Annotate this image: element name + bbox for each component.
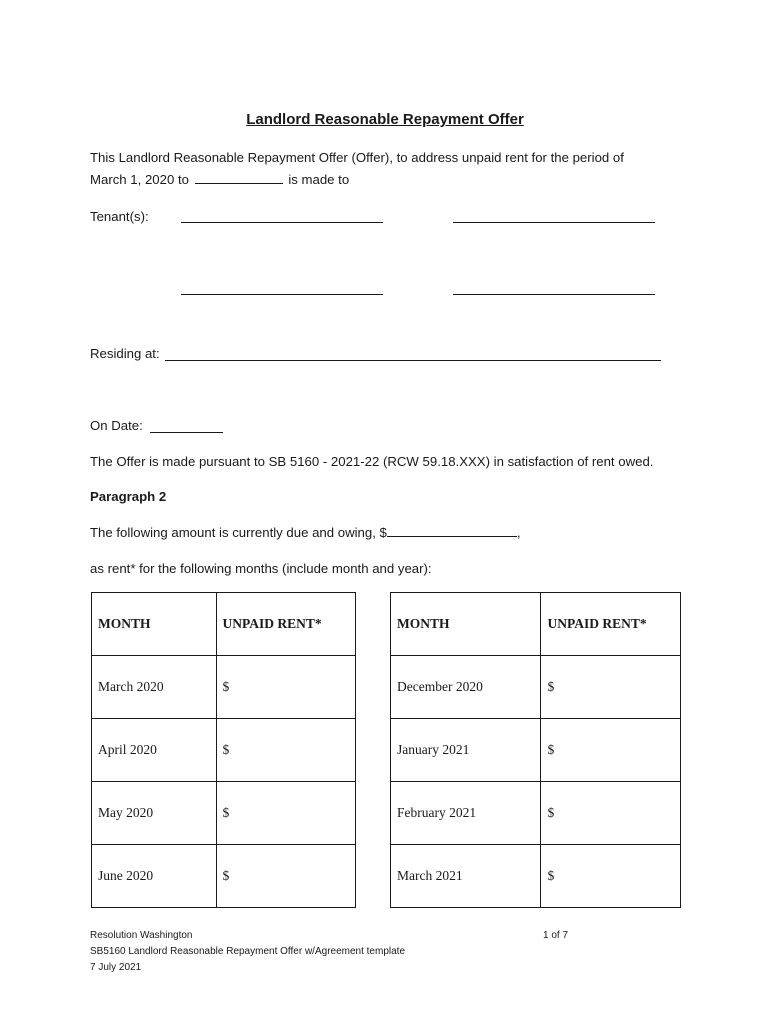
- table-header-row: [92, 593, 356, 656]
- table-header-unpaid-rent: UNPAID RENT*: [541, 593, 681, 656]
- footer-date: 7 July 2021: [90, 962, 142, 973]
- table-row: [92, 656, 356, 719]
- on-date-line[interactable]: [150, 432, 223, 433]
- tenant-2-line[interactable]: [453, 222, 655, 223]
- rent-cell[interactable]: $: [541, 782, 681, 845]
- tenant-1-line[interactable]: [181, 222, 383, 223]
- intro-line-2: [90, 172, 349, 187]
- table-row: [92, 782, 356, 845]
- table-header-month: MONTH: [391, 593, 541, 656]
- rent-cell[interactable]: $: [216, 656, 355, 719]
- month-cell: March 2021: [391, 845, 541, 908]
- rent-cell[interactable]: $: [216, 782, 355, 845]
- month-cell: April 2020: [92, 719, 217, 782]
- table-header-unpaid-rent: UNPAID RENT*: [216, 593, 355, 656]
- end-date-blank[interactable]: [195, 182, 283, 184]
- month-cell: May 2020: [92, 782, 217, 845]
- table-row: [391, 845, 681, 908]
- table-row: [92, 845, 356, 908]
- intro-line-1: This Landlord Reasonable Repayment Offer (Offer), to address unpaid rent for the period of: [90, 150, 624, 165]
- rent-table-right: [390, 592, 681, 908]
- on-date-label: On Date:: [90, 418, 143, 433]
- rent-cell[interactable]: $: [541, 719, 681, 782]
- rent-cell[interactable]: $: [541, 656, 681, 719]
- residing-address-line[interactable]: [165, 360, 661, 361]
- table-row: [391, 719, 681, 782]
- amount-due-blank[interactable]: [387, 535, 517, 537]
- tenant-4-line[interactable]: [453, 294, 655, 295]
- month-cell: December 2020: [391, 656, 541, 719]
- table-header-row: [391, 593, 681, 656]
- footer-doc-name: SB5160 Landlord Reasonable Repayment Offer w/Agreement template: [90, 946, 406, 957]
- amount-due-text: The following amount is currently due and owing, $: [90, 525, 387, 540]
- amount-due-end: ,: [516, 525, 521, 540]
- table-row: [92, 719, 356, 782]
- rent-cell[interactable]: $: [541, 845, 681, 908]
- month-cell: March 2020: [92, 656, 217, 719]
- months-intro: as rent* for the following months (include month and year):: [90, 561, 432, 576]
- pursuant-text: The Offer is made pursuant to SB 5160 - 2021-22 (RCW 59.18.XXX) in satisfaction of rent owed.: [90, 454, 654, 469]
- amount-due-line: [90, 525, 521, 540]
- rent-cell[interactable]: $: [216, 719, 355, 782]
- table-row: [391, 656, 681, 719]
- document-title: Landlord Reasonable Repayment Offer: [246, 111, 524, 128]
- rent-table-left: [91, 592, 356, 908]
- month-cell: June 2020: [92, 845, 217, 908]
- intro-line-2-start: March 1, 2020 to: [90, 172, 189, 187]
- footer-org: Resolution Washington: [90, 930, 193, 941]
- paragraph-2-heading: Paragraph 2: [90, 489, 167, 504]
- month-cell: February 2021: [391, 782, 541, 845]
- rent-cell[interactable]: $: [216, 845, 355, 908]
- tenants-label: Tenant(s):: [90, 209, 149, 224]
- table-row: [391, 782, 681, 845]
- residing-label: Residing at:: [90, 346, 160, 361]
- tenant-3-line[interactable]: [181, 294, 383, 295]
- month-cell: January 2021: [391, 719, 541, 782]
- footer-page-number: 1 of 7: [543, 930, 569, 941]
- intro-line-2-end: is made to: [288, 172, 350, 187]
- table-header-month: MONTH: [92, 593, 217, 656]
